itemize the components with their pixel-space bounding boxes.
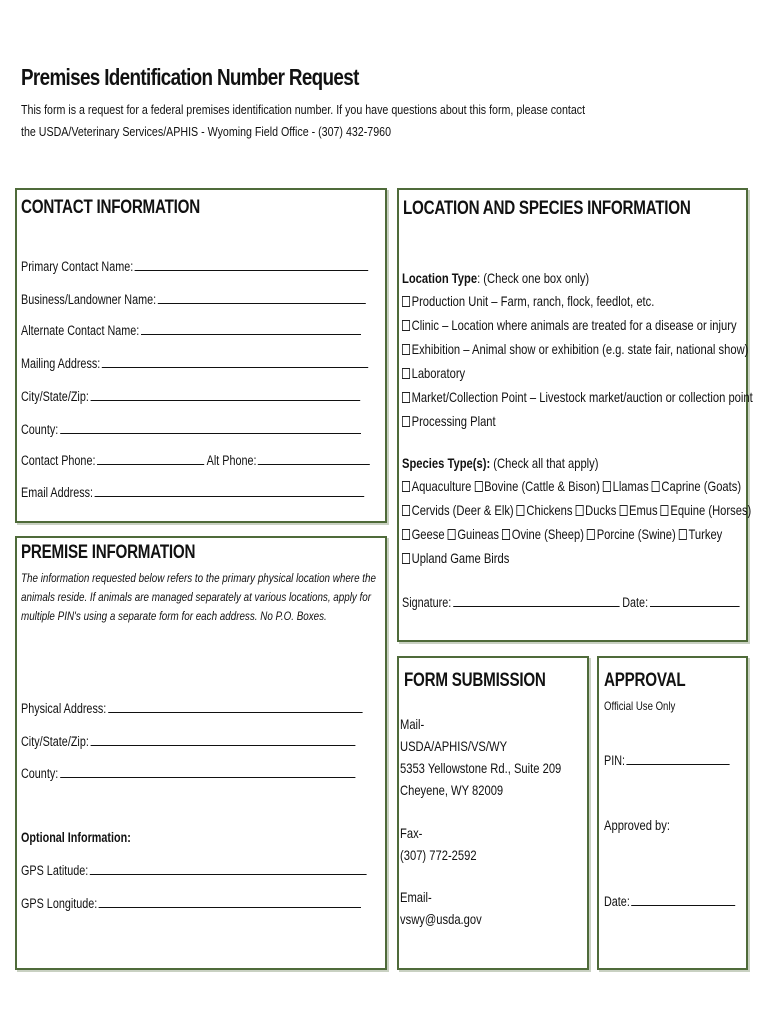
business-landowner-name-label: Business/Landowner Name:: [21, 292, 157, 307]
email-address-link[interactable]: vswy@usda.gov: [400, 911, 482, 927]
mailing-address-field[interactable]: [21, 356, 368, 371]
approved-by-label: Approved by:: [604, 817, 670, 833]
species-row-3: [402, 526, 722, 542]
email-address-label: Email Address:: [21, 485, 94, 500]
guineas-label: Guineas: [457, 526, 500, 542]
ovine-checkbox[interactable]: [502, 529, 510, 540]
mail-line-1: USDA/APHIS/VS/WY: [400, 738, 508, 754]
premise-county-label: County:: [21, 766, 59, 781]
premise-note-line-1: The information requested below refers to the primary physical location where the: [21, 571, 376, 585]
form-intro: [21, 99, 585, 143]
premise-city-state-zip-label: City/State/Zip:: [21, 734, 89, 749]
species-turkey[interactable]: [679, 526, 722, 542]
fax-label: Fax-: [400, 825, 423, 841]
approval-subtitle: Official Use Only: [604, 699, 676, 713]
contact-phone-label: Contact Phone:: [21, 453, 96, 468]
clinic-label: Clinic – Location where animals are treated for a disease or injury: [411, 317, 737, 333]
location-type-heading: [402, 270, 589, 286]
mailing-address-label: Mailing Address:: [21, 356, 101, 371]
location-type-hint: : (Check one box only): [477, 270, 590, 286]
equine-label: Equine (Horses): [670, 502, 752, 518]
gps-latitude-label: GPS Latitude:: [21, 863, 89, 878]
location-type-label: Location Type: [402, 270, 478, 286]
location-option-production-unit[interactable]: [402, 293, 654, 309]
aquaculture-checkbox[interactable]: [402, 481, 410, 492]
turkey-label: Turkey: [688, 526, 723, 542]
business-landowner-name-field[interactable]: [21, 292, 366, 307]
species-ducks[interactable]: [576, 502, 617, 518]
caprine-label: Caprine (Goats): [661, 478, 742, 494]
clinic-checkbox[interactable]: [402, 320, 410, 331]
primary-contact-name-label: Primary Contact Name:: [21, 259, 134, 274]
species-cervids[interactable]: [402, 502, 514, 518]
porcine-checkbox[interactable]: [587, 529, 595, 540]
species-row-1: [402, 478, 741, 494]
species-type-label: Species Type(s):: [402, 455, 491, 471]
ducks-checkbox[interactable]: [576, 505, 584, 516]
approval-title: APPROVAL: [604, 670, 686, 691]
laboratory-checkbox[interactable]: [402, 368, 410, 379]
alternate-contact-name-label: Alternate Contact Name:: [21, 323, 140, 338]
contact-city-state-zip-label: City/State/Zip:: [21, 389, 89, 404]
alt-phone-label: Alt Phone:: [206, 453, 257, 468]
contact-information-title: CONTACT INFORMATION: [21, 197, 200, 218]
guineas-checkbox[interactable]: [448, 529, 456, 540]
approval-date-label: Date:: [604, 894, 630, 909]
chickens-checkbox[interactable]: [517, 505, 525, 516]
geese-label: Geese: [411, 526, 445, 542]
gps-longitude-field[interactable]: [21, 896, 361, 911]
primary-contact-name-field[interactable]: [21, 259, 368, 274]
optional-information-label: Optional Information:: [21, 830, 131, 845]
contact-city-state-zip-field[interactable]: [21, 389, 360, 404]
premise-city-state-zip-field[interactable]: [21, 734, 355, 749]
processing-plant-checkbox[interactable]: [402, 416, 410, 427]
ducks-label: Ducks: [585, 502, 617, 518]
species-type-heading: [402, 455, 599, 471]
intro-line-1: This form is a request for a federal premises identification number. If you have questions about this form, please contact: [21, 102, 586, 117]
pin-label: PIN:: [604, 753, 626, 768]
mail-line-2: 5353 Yellowstone Rd., Suite 209: [400, 760, 562, 776]
mail-label: Mail-: [400, 716, 425, 732]
location-option-processing-plant[interactable]: [402, 413, 496, 429]
species-bovine[interactable]: [474, 478, 599, 494]
llamas-checkbox[interactable]: [603, 481, 611, 492]
premise-note-line-2: animals reside. If animals are managed separately at various locations, apply for: [21, 590, 372, 604]
physical-address-label: Physical Address:: [21, 701, 107, 716]
species-aquaculture[interactable]: [402, 478, 471, 494]
signature-field[interactable]: [402, 595, 739, 610]
production-unit-label: Production Unit – Farm, ranch, flock, feedlot, etc.: [411, 293, 655, 309]
location-option-market[interactable]: [402, 389, 753, 405]
contact-phone-field[interactable]: [21, 453, 370, 468]
premise-information-title: PREMISE INFORMATION: [21, 542, 196, 563]
upland-game-birds-label: Upland Game Birds: [411, 550, 510, 566]
upland-game-birds-checkbox[interactable]: [402, 553, 410, 564]
email-label: Email-: [400, 889, 432, 905]
caprine-checkbox[interactable]: [652, 481, 660, 492]
approval-date-field[interactable]: [604, 894, 735, 909]
exhibition-label: Exhibition – Animal show or exhibition (e.g. state fair, national show): [411, 341, 749, 357]
species-caprine[interactable]: [652, 478, 741, 494]
species-chickens[interactable]: [517, 502, 573, 518]
signature-date-label: Date:: [622, 595, 649, 610]
pin-field[interactable]: [604, 753, 730, 768]
location-species-title: LOCATION AND SPECIES INFORMATION: [403, 198, 691, 219]
turkey-checkbox[interactable]: [679, 529, 687, 540]
laboratory-label: Laboratory: [411, 365, 466, 381]
bovine-checkbox[interactable]: [474, 481, 482, 492]
processing-plant-label: Processing Plant: [411, 413, 496, 429]
form-submission-title: FORM SUBMISSION: [404, 670, 546, 691]
location-option-exhibition[interactable]: [402, 341, 748, 357]
species-row-2: [402, 502, 751, 518]
email-address-field[interactable]: [21, 485, 364, 500]
bovine-label: Bovine (Cattle & Bison): [484, 478, 600, 494]
species-type-hint: (Check all that apply): [490, 455, 599, 471]
gps-latitude-field[interactable]: [21, 863, 367, 878]
location-option-laboratory[interactable]: [402, 365, 465, 381]
aquaculture-label: Aquaculture: [411, 478, 472, 494]
species-guineas[interactable]: [448, 526, 499, 542]
equine-checkbox[interactable]: [661, 505, 669, 516]
species-equine[interactable]: [661, 502, 752, 518]
species-llamas[interactable]: [603, 478, 649, 494]
species-ovine[interactable]: [502, 526, 584, 542]
location-option-clinic[interactable]: [402, 317, 737, 333]
gps-longitude-label: GPS Longitude:: [21, 896, 98, 911]
emus-checkbox[interactable]: [619, 505, 627, 516]
cervids-checkbox[interactable]: [402, 505, 410, 516]
premise-note: [21, 569, 376, 626]
species-geese[interactable]: [402, 526, 445, 542]
geese-checkbox[interactable]: [402, 529, 410, 540]
species-emus[interactable]: [619, 502, 657, 518]
species-porcine[interactable]: [587, 526, 676, 542]
alternate-contact-name-field[interactable]: [21, 323, 361, 338]
ovine-label: Ovine (Sheep): [511, 526, 584, 542]
llamas-label: Llamas: [612, 478, 649, 494]
species-row-4: [402, 550, 509, 566]
intro-line-2: the USDA/Veterinary Services/APHIS - Wyoming Field Office - (307) 432-7960: [21, 124, 391, 139]
emus-label: Emus: [629, 502, 658, 518]
physical-address-field[interactable]: [21, 701, 362, 716]
signature-label: Signature:: [402, 595, 452, 610]
market-label: Market/Collection Point – Livestock market/auction or collection point: [411, 389, 753, 405]
production-unit-checkbox[interactable]: [402, 296, 410, 307]
species-upland-game-birds[interactable]: [402, 550, 509, 566]
cervids-label: Cervids (Deer & Elk): [411, 502, 514, 518]
chickens-label: Chickens: [526, 502, 573, 518]
premise-note-line-3: multiple PIN's using a separate form for each address. No P.O. Boxes.: [21, 609, 327, 623]
fax-number: (307) 772-2592: [400, 847, 477, 863]
premise-county-field[interactable]: [21, 766, 355, 781]
form-title: Premises Identification Number Request: [21, 64, 359, 90]
exhibition-checkbox[interactable]: [402, 344, 410, 355]
contact-county-field[interactable]: [21, 422, 361, 437]
contact-county-label: County:: [21, 422, 59, 437]
porcine-label: Porcine (Swine): [596, 526, 676, 542]
mail-line-3: Cheyene, WY 82009: [400, 782, 504, 798]
market-checkbox[interactable]: [402, 392, 410, 403]
